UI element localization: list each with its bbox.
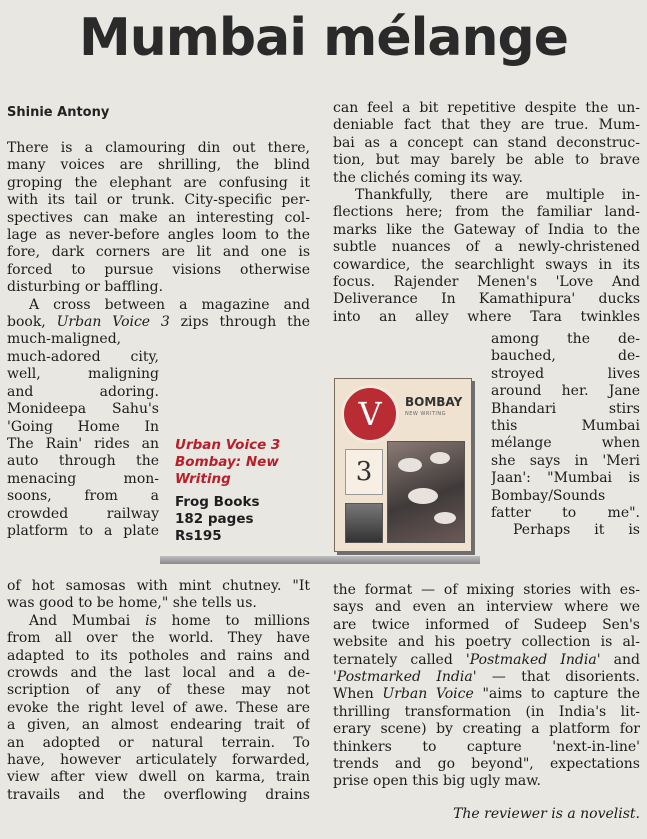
text-line: mélange when bbox=[491, 435, 640, 452]
text-line: stroyed lives bbox=[491, 365, 640, 382]
text-line: book, Urban Voice 3 zips through the bbox=[7, 314, 310, 330]
text-line: evoke the right level of awe. These are bbox=[7, 699, 310, 716]
text-line: flections here; from the familiar land- bbox=[333, 204, 640, 221]
text-line: around her. Jane bbox=[491, 383, 640, 400]
text-line: well, maligning bbox=[7, 366, 159, 383]
text-line: fore, dark corners are lit and one is bbox=[7, 244, 310, 261]
text-line: this Mumbai bbox=[491, 418, 640, 434]
text-line: 'Postmarked India' — that disorients. bbox=[333, 669, 640, 685]
book-price: Rs195 bbox=[175, 528, 222, 544]
text-line: Jaan': "Mumbai is bbox=[491, 470, 640, 487]
text-line: 'Going Home In bbox=[7, 418, 159, 435]
text-line: thrilling transformation (in India's lit- bbox=[333, 703, 640, 720]
text-line: with its tail or trunk. City-specific per- bbox=[7, 192, 310, 209]
text-line: scription of any of these may not bbox=[7, 682, 310, 699]
text-line: can feel a bit repetitive despite the un- bbox=[333, 100, 640, 116]
text-line: prise open this big ugly maw. bbox=[333, 773, 542, 790]
text-line: fatter to me". bbox=[491, 505, 640, 521]
text-line: Bhandari stirs bbox=[491, 400, 640, 417]
text-line: says and even an interview where we bbox=[333, 599, 640, 616]
text-line: travails and the overflowing drains bbox=[7, 786, 310, 803]
text-line: among the de- bbox=[491, 331, 640, 347]
text-line: marks like the Gateway of India to the bbox=[333, 221, 640, 238]
text-line: spectives can make an interesting col- bbox=[7, 209, 310, 226]
text-line: an adopted or natural terrain. To bbox=[7, 734, 310, 751]
text-line: Thankfully, there are multiple in- bbox=[355, 187, 640, 203]
text-line: focus. Rajender Menen's 'Love And bbox=[333, 274, 640, 290]
book-title-line-1: Urban Voice 3 bbox=[175, 437, 281, 453]
text-line: bauched, de- bbox=[491, 348, 640, 365]
text-line: a given, an almost endearing trait of bbox=[7, 717, 310, 734]
text-line: bai as a concept can stand deconstruc- bbox=[333, 134, 640, 151]
text-line: and adoring. bbox=[7, 383, 159, 400]
text-line: forced to pursue visions otherwise bbox=[7, 261, 310, 278]
text-line: A cross between a magazine and bbox=[29, 296, 310, 313]
reviewer-credit: The reviewer is a novelist. bbox=[453, 806, 640, 822]
text-line: she says in 'Meri bbox=[491, 452, 640, 469]
cover-photo bbox=[387, 441, 465, 543]
text-line: groping the elephant are confusing it bbox=[7, 174, 310, 191]
text-line: Bombay/Sounds bbox=[491, 487, 606, 504]
book-title bbox=[175, 437, 325, 488]
text-line: disturbing or baffling. bbox=[7, 279, 164, 296]
text-line: And Mumbai is home to millions bbox=[29, 612, 310, 629]
book-details bbox=[175, 494, 260, 545]
text-line: subtle nuances of a newly-christened bbox=[333, 239, 640, 256]
text-line: Deliverance In Kamathipura' ducks bbox=[333, 291, 640, 308]
text-line: adapted to its potholes and rains and bbox=[7, 647, 310, 664]
text-line: deniable fact that they are true. Mum- bbox=[333, 117, 640, 134]
text-line: crowded railway bbox=[7, 505, 159, 522]
text-line: menacing mon- bbox=[7, 470, 159, 487]
text-line: ternately called 'Postmaked India' and bbox=[333, 651, 640, 668]
text-line: The Rain' rides an bbox=[7, 436, 159, 452]
text-line: tion, but may barely be able to brave bbox=[333, 152, 640, 169]
text-line: erary scene) by creating a platform for bbox=[333, 721, 640, 738]
text-line: have, however articulately forwarded, bbox=[7, 752, 310, 768]
headline: Mumbai mélange bbox=[78, 8, 569, 68]
text-line: cowardice, the searchlight sways in its bbox=[333, 256, 640, 273]
book-pages: 182 pages bbox=[175, 511, 254, 527]
text-line: Monideepa Sahu's bbox=[7, 401, 159, 418]
text-line: into an alley where Tara twinkles bbox=[333, 308, 640, 325]
text-line: auto through the bbox=[7, 453, 159, 470]
text-line: from all over the world. They have bbox=[7, 630, 310, 647]
text-line: lage as never-before angles loom to the bbox=[7, 227, 310, 243]
text-line: website and his poetry collection is al- bbox=[333, 634, 640, 651]
text-line: When Urban Voice "aims to capture the bbox=[333, 686, 640, 703]
book-title-line-3: Writing bbox=[175, 471, 231, 487]
text-line: are twice informed of Sudeep Sen's bbox=[333, 616, 640, 633]
book-publisher: Frog Books bbox=[175, 494, 260, 510]
text-line: the format — of mixing stories with es- bbox=[333, 582, 640, 598]
text-line: platform to a plate bbox=[7, 523, 159, 539]
text-line: much-adored city, bbox=[7, 349, 159, 365]
book-box-divider bbox=[160, 556, 480, 564]
text-line: trends and go beyond", expectations bbox=[333, 756, 640, 772]
cover-number: 3 bbox=[345, 449, 383, 495]
text-line: Perhaps it is bbox=[513, 522, 640, 539]
cover-title: BOMBAY bbox=[405, 395, 463, 409]
text-line: view after view dwell on karma, train bbox=[7, 769, 310, 786]
text-line: many voices are shrilling, the blind bbox=[7, 157, 310, 174]
text-line: was good to be home," she tells us. bbox=[7, 595, 257, 612]
text-line: of hot samosas with mint chutney. "It bbox=[7, 578, 310, 594]
text-line: There is a clamouring din out there, bbox=[7, 140, 310, 156]
text-line: much-maligned, bbox=[7, 331, 122, 348]
cover-subtitle: NEW WRITING bbox=[405, 411, 446, 417]
text-line: thinkers to capture 'next-in-line' bbox=[333, 738, 640, 755]
cover-logo: V bbox=[341, 385, 399, 443]
book-title-line-2: Bombay: New bbox=[175, 454, 279, 470]
text-line: the clichés coming its way. bbox=[333, 169, 523, 186]
book-cover-image bbox=[334, 378, 472, 552]
text-line: soons, from a bbox=[7, 488, 159, 505]
byline: Shinie Antony bbox=[7, 105, 110, 120]
cover-small-photo bbox=[345, 503, 383, 543]
text-line: crowds and the last local and a de- bbox=[7, 665, 310, 681]
